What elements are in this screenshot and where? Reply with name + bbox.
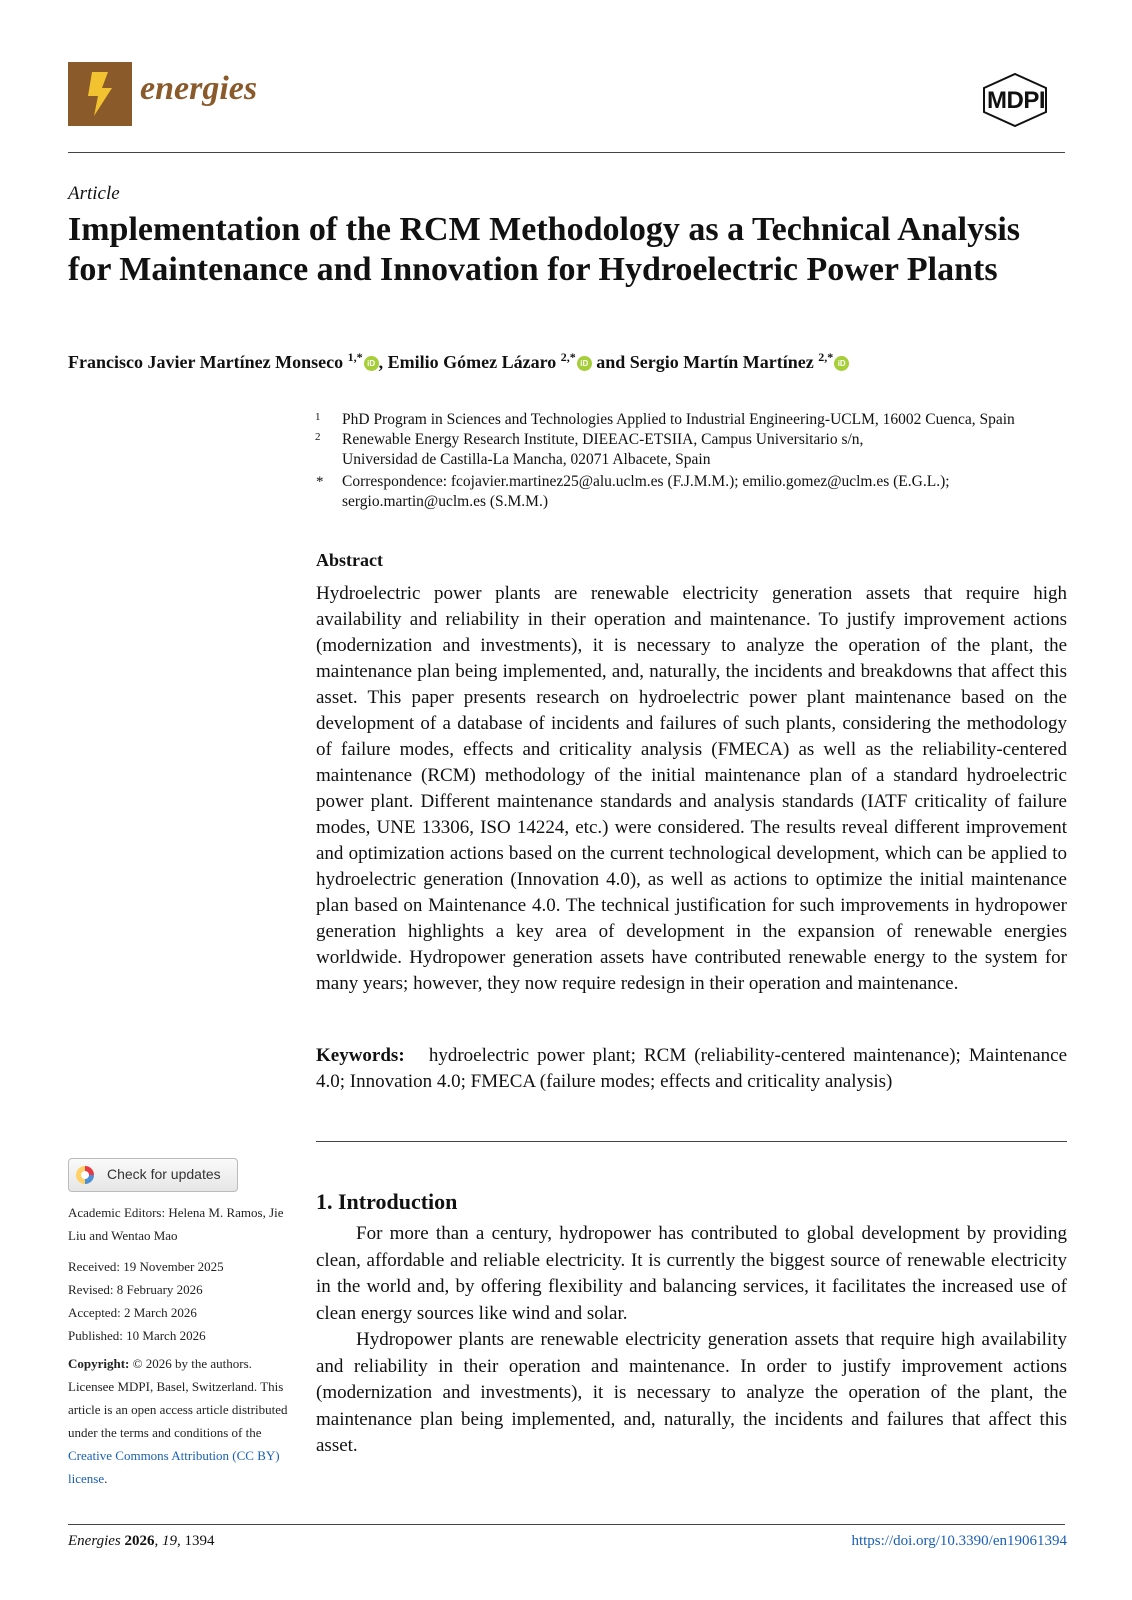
footer-volume: 19 [162, 1533, 178, 1549]
copyright-text: © 2026 by the authors. Licensee MDPI, Basel, Switzerland. This article is an open access article distributed under the terms and conditions of the [68, 1356, 288, 1440]
copyright-end: . [104, 1471, 108, 1486]
license-link[interactable]: Creative Commons Attribution (CC BY) license [68, 1448, 280, 1486]
author-name[interactable]: Sergio Martín Martínez [629, 352, 814, 372]
abstract-divider [316, 1141, 1067, 1142]
author-name[interactable]: Francisco Javier Martínez Monseco [68, 352, 344, 372]
correspondence-text[interactable]: Correspondence: fcojavier.martinez25@alu.uclm.es (F.J.M.M.); emilio.gomez@uclm.es (E.G.L.); sergio.martin@uclm.es (S.M.M.) [342, 473, 950, 510]
affiliation-text: Renewable Energy Research Institute, DIEEAC-ETSIIA, Campus Universitario s/n, Universidad de Castilla-La Mancha, 02071 Albacete, Spain [342, 431, 864, 468]
journal-logo [68, 62, 132, 126]
author-name[interactable]: Emilio Gómez Lázaro [387, 352, 557, 372]
abstract-heading: Abstract [316, 550, 383, 570]
orcid-icon[interactable]: iD [577, 356, 592, 371]
copyright-notice [68, 1352, 290, 1490]
affiliation-mark: 2 [315, 431, 321, 443]
section-heading-introduction: 1. Introduction [316, 1189, 458, 1214]
affiliation-text: PhD Program in Sciences and Technologies Applied to Industrial Engineering-UCLM, 16002 Cuenca, Spain [342, 411, 1015, 428]
correspondence [316, 472, 1006, 512]
author-affiliation-mark: 1,* [347, 350, 363, 364]
author-separator: , [378, 352, 388, 372]
orcid-icon[interactable]: iD [834, 356, 849, 371]
doi-link[interactable]: https://doi.org/10.3390/en19061394 [851, 1533, 1067, 1549]
footer-divider [68, 1524, 1065, 1525]
academic-editors: Academic Editors: Helena M. Ramos, Jie Liu and Wentao Mao [68, 1205, 284, 1243]
date-published: Published: 10 March 2026 [68, 1328, 206, 1343]
footer-article-number: 1394 [184, 1533, 215, 1549]
check-updates-icon [75, 1165, 95, 1185]
article-title: Implementation of the RCM Methodology as a Technical Analysis for Maintenance and Innovation for Hydroelectric Power Plants [68, 211, 1021, 288]
copyright-label: Copyright: [68, 1356, 130, 1371]
author-affiliation-mark: 2,* [818, 350, 834, 364]
affiliation-2 [316, 430, 916, 470]
mdpi-logo[interactable] [980, 72, 1050, 128]
date-revised: Revised: 8 February 2026 [68, 1282, 203, 1297]
article-type: Article [68, 183, 120, 204]
journal-name[interactable]: energies [140, 70, 258, 107]
intro-paragraph: For more than a century, hydropower has contributed to global development by providing clean, affordable and reliable electricity. It is currently the biggest source of renewable electricity in the world and, by offering flexibility and balancing services, it facilitates the increased use of clean energy sources like wind and solar. [316, 1223, 1067, 1324]
date-accepted: Accepted: 2 March 2026 [68, 1305, 197, 1320]
footer-journal: Energies [68, 1533, 121, 1549]
orcid-icon[interactable]: iD [364, 356, 379, 371]
keywords [316, 1043, 1067, 1095]
author-affiliation-mark: 2,* [560, 350, 576, 364]
date-received: Received: 19 November 2025 [68, 1259, 224, 1274]
footer-year: 2026 [124, 1533, 155, 1549]
lightning-bolt-icon [68, 62, 132, 126]
author-list [68, 350, 1068, 373]
abstract-text: Hydroelectric power plants are renewable electricity generation assets that require high availability and reliability in their operation and maintenance. To justify improvement actions (modernization and investments), it is necessary to analyze the operation of the plant, the maintenance plan being implemented, and, naturally, the incidents and breakdowns that affect this asset. This paper presents research on hydroelectric power plant maintenance based on the development of a database of incidents and failures of such plants, considering the methodology of failure modes, effects and criticality analysis (FMECA) as well as the reliability-centered maintenance (RCM) methodology of the initial maintenance plan of a standard hydroelectric power plant. Different maintenance standards and analysis standards (IATF criticality of failure modes, UNE 13306, ISO 14224, etc.) were considered. The results reveal different improvement and optimization actions based on the current technological development, which can be applied to hydroelectric generation (Innovation 4.0), as well as actions to optimize the initial maintenance plan based on Maintenance 4.0. The technical justification for such improvements in hydropower generation highlights a key area of development in the expansion of renewable energies worldwide. Hydropower generation assets have contributed renewable energy to the system for many years; however, they now require redesign in their operation and maintenance. [316, 583, 1067, 994]
check-updates-label: Check for updates [107, 1166, 221, 1182]
check-for-updates-button[interactable] [68, 1158, 238, 1192]
affiliation-mark: 1 [315, 411, 321, 423]
citation-info: Energies 2026, 19, 1394 [68, 1533, 215, 1549]
header-divider [68, 152, 1065, 153]
keywords-text: hydroelectric power plant; RCM (reliability-centered maintenance); Maintenance 4.0; Innovation 4.0; FMECA (failure modes; effects and criticality analysis) [316, 1045, 1067, 1092]
author-separator: and [591, 352, 630, 372]
affiliation-1 [316, 410, 1076, 430]
keywords-label: Keywords: [316, 1045, 405, 1066]
affiliation-mark: * [316, 474, 324, 490]
publisher-name: MDPI [987, 87, 1045, 114]
intro-paragraph: Hydropower plants are renewable electricity generation assets that require high availability and reliability in their operation and maintenance. In order to justify improvement actions (modernization and investments), it is necessary to analyze the operation of the plant, the maintenance plan being implemented, and, naturally, the incidents and failures that affect this asset. [316, 1329, 1067, 1456]
